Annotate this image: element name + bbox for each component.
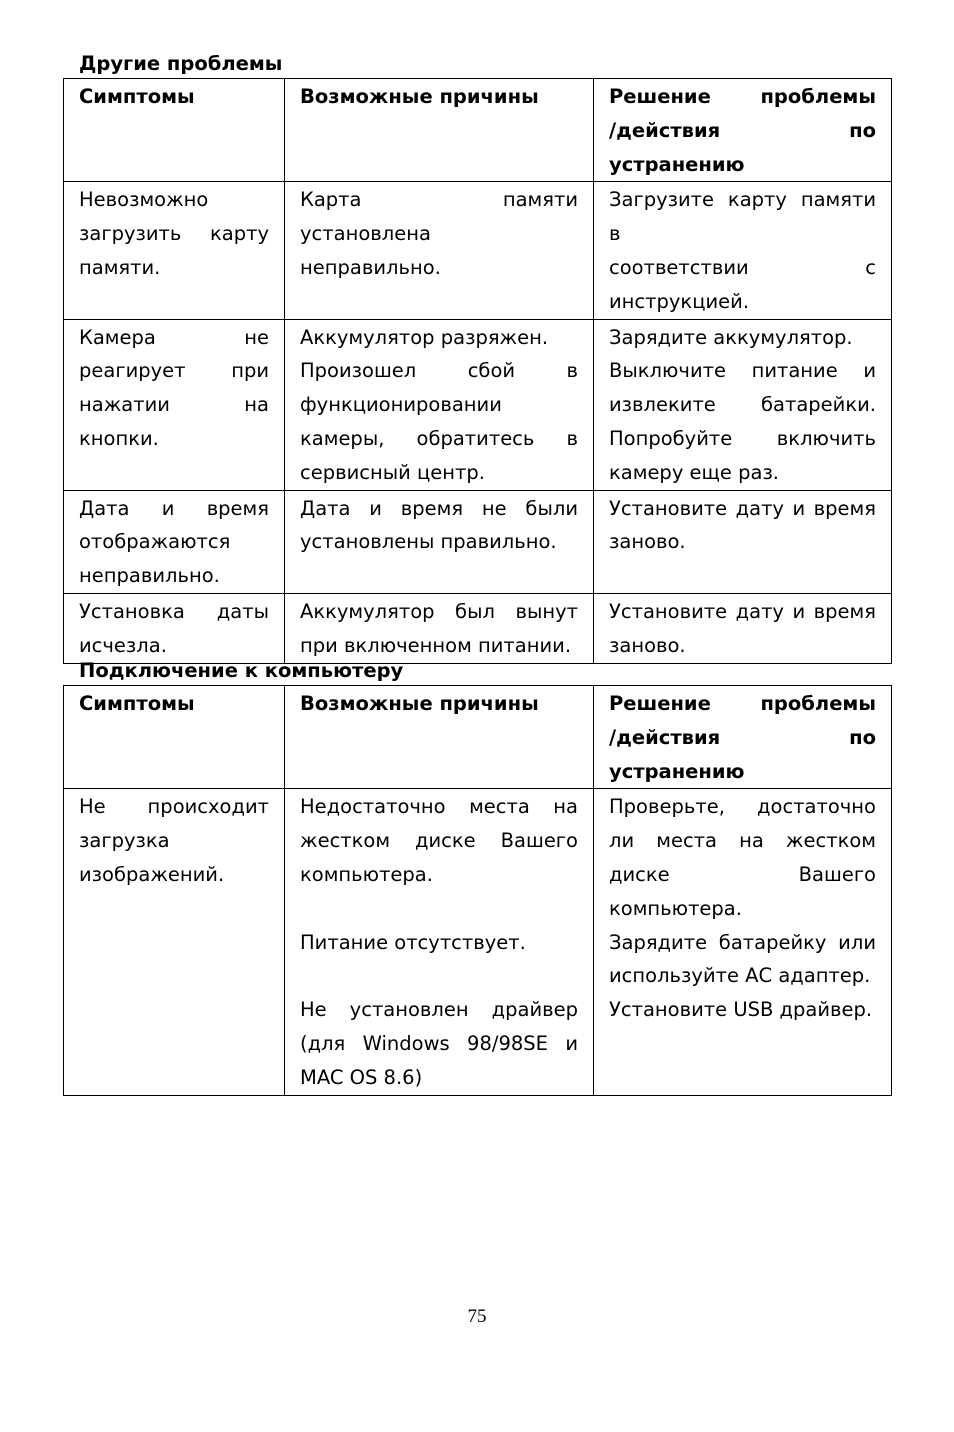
table-row: [64, 490, 892, 593]
table-row: [64, 789, 892, 1095]
solution-cell: Установите дату и время заново.: [594, 490, 892, 593]
solution-cell: Установите дату и время заново.: [594, 593, 892, 663]
header-causes: Возможные причины: [285, 79, 594, 182]
table-header-row: [64, 686, 892, 789]
symptom-cell: Невозможно загрузить карту памяти.: [64, 182, 285, 319]
cause-cell: Аккумулятор был вынут при включенном питании.: [285, 593, 594, 663]
page-number: 75: [467, 1306, 487, 1327]
solution-cell: Проверьте, достаточно ли места на жестком диске Вашего компьютера. Зарядите батарейку или используйте АС адаптер. Установите USB драйвер.: [594, 789, 892, 1095]
solution-cell: Зарядите аккумулятор. Выключите питание и извлеките батарейки. Попробуйте включить камеру еще раз.: [594, 319, 892, 490]
symptom-cell: Не происходит загрузка изображений.: [64, 789, 285, 1095]
header-solution: Решение проблемы /действия по устранению: [594, 686, 892, 789]
table-row: [64, 593, 892, 663]
cause-cell: Дата и время не были установлены правильно.: [285, 490, 594, 593]
cause-cell: Недостаточно места на жестком диске Вашего компьютера. Питание отсутствует. Не установлен драйвер (для Windows 98/98SE и MAC OS 8.6): [285, 789, 594, 1095]
other-problems-table: [63, 78, 892, 664]
symptom-cell: Установка даты исчезла.: [64, 593, 285, 663]
header-symptoms: Симптомы: [64, 686, 285, 789]
cause-cell: Аккумулятор разряжен. Произошел сбой в функционировании камеры, обратитесь в сервисный центр.: [285, 319, 594, 490]
section-title-other-problems: Другие проблемы: [79, 52, 283, 75]
header-symptoms: Симптомы: [64, 79, 285, 182]
table-header-row: [64, 79, 892, 182]
cause-cell: Карта памяти установлена неправильно.: [285, 182, 594, 319]
table-row: [64, 182, 892, 319]
table-row: [64, 319, 892, 490]
header-causes: Возможные причины: [285, 686, 594, 789]
header-solution: Решение проблемы /действия по устранению: [594, 79, 892, 182]
solution-cell: Загрузите карту памяти в соответствии с инструкцией.: [594, 182, 892, 319]
section-title-computer-connection: Подключение к компьютеру: [79, 659, 404, 682]
computer-connection-table: [63, 685, 892, 1096]
symptom-cell: Дата и время отображаются неправильно.: [64, 490, 285, 593]
symptom-cell: Камера не реагирует при нажатии на кнопки.: [64, 319, 285, 490]
